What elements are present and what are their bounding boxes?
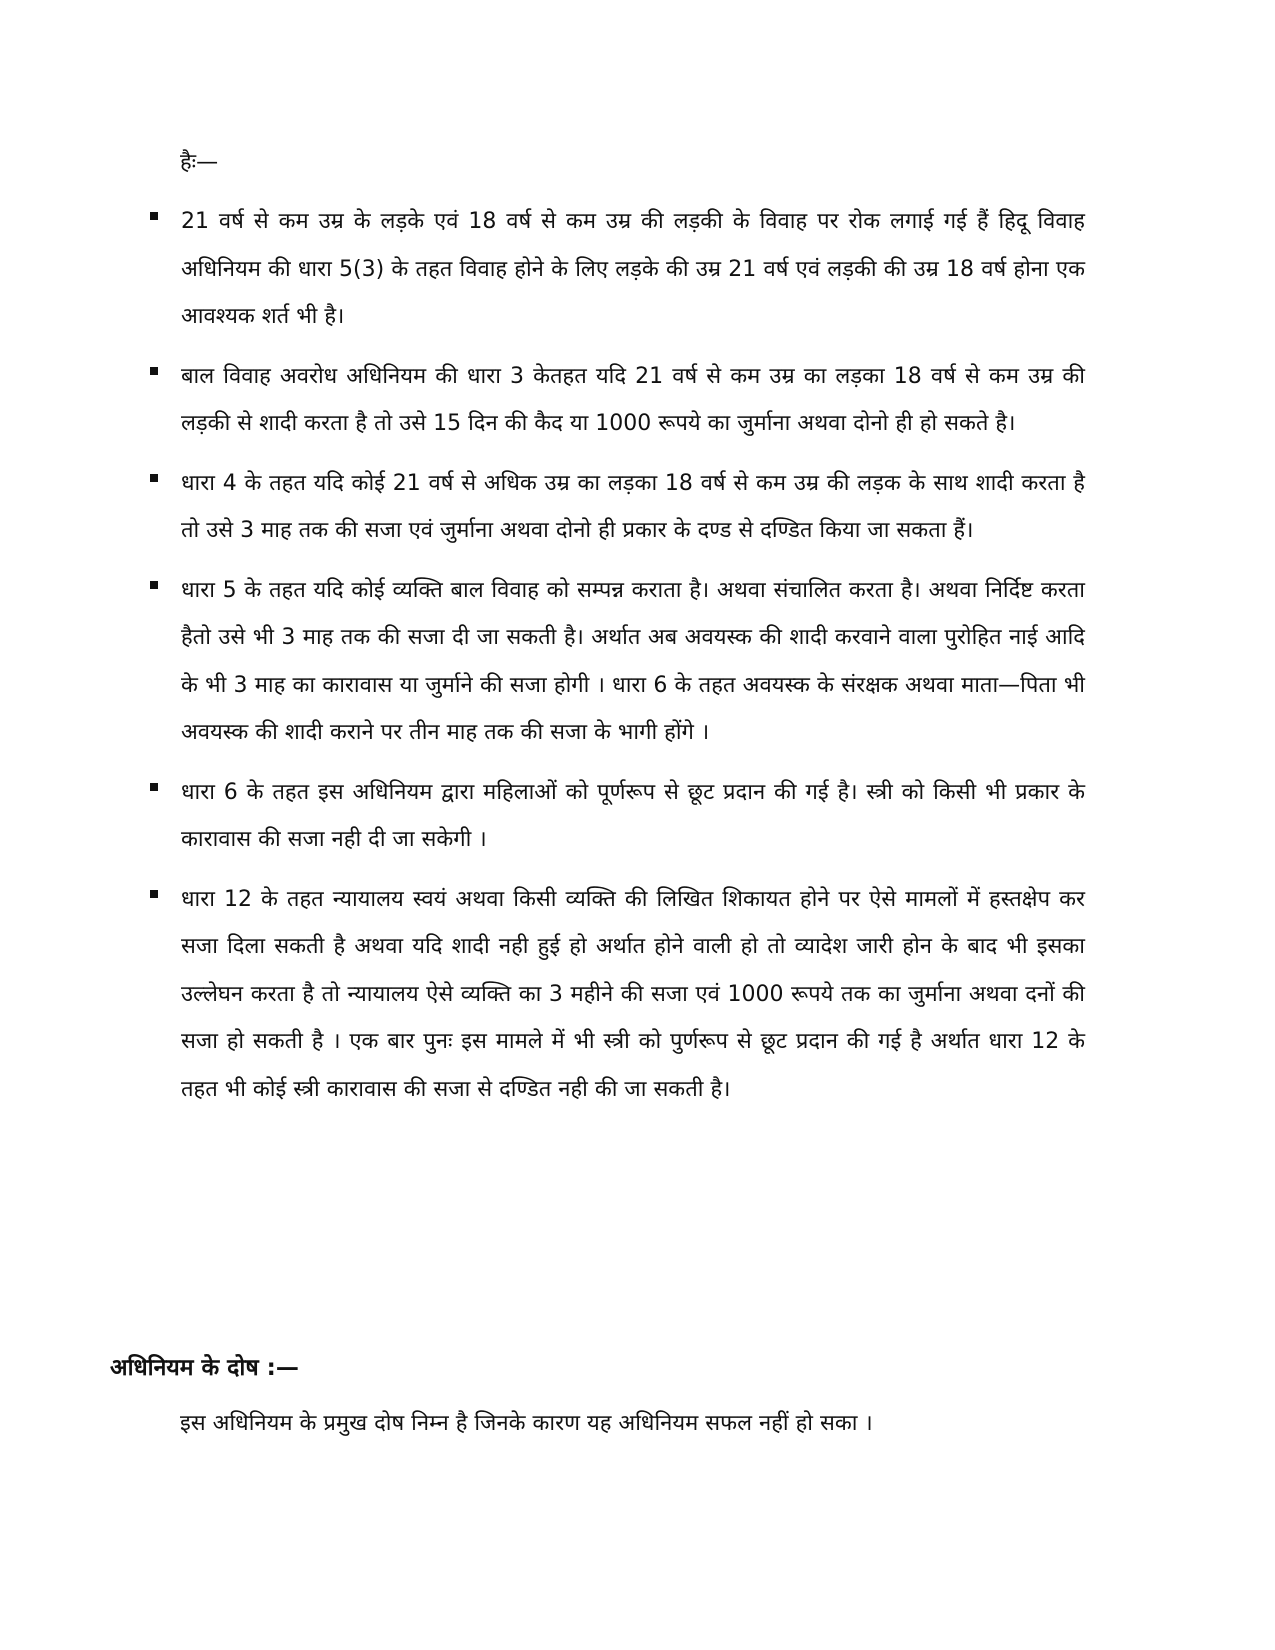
list-item xyxy=(150,460,1085,555)
list-item xyxy=(150,567,1085,757)
list-item-text: धारा 6 के तहत इस अधिनियम द्वारा महिलाओं को पूर्णरूप से छूट प्रदान की गई है। स्त्री को किसी भी प्रकार के कारावास की सजा नही दी जा सकेगी । xyxy=(181,779,1085,852)
list-item-text: 21 वर्ष से कम उम्र के लड़के एवं 18 वर्ष से कम उम्र की लड़की के विवाह पर रोक लगाई गई हैं हिदू विवाह अधिनियम की धारा 5(3) के तहत विवाह होने के लिए लड़के की उम्र 21 वर्ष एवं लड़की की उम्र 18 वर्ष होना एक आवश्यक शर्त भी है। xyxy=(181,209,1085,329)
intro-fragment: हैः— xyxy=(180,150,219,175)
closing-paragraph: इस अधिनियम के प्रमुख दोष निम्न है जिनके कारण यह अधिनियम सफल नहीं हो सका । xyxy=(180,1411,873,1436)
square-bullet-icon xyxy=(150,890,158,898)
list-item xyxy=(150,769,1085,864)
square-bullet-icon xyxy=(150,474,158,482)
list-item-text: धारा 12 के तहत न्यायालय स्वयं अथवा किसी व्यक्ति की लिखित शिकायत होने पर ऐसे मामलों में हस्तक्षेप कर सजा दिला सकती है अथवा यदि शादी नही हुई हो अर्थात होने वाली हो तो व्यादेश जारी होन के बाद भी इसका उल्लेघन करता है तो न्यायालय ऐसे व्यक्ति का 3 महीने की सजा एवं 1000 रूपये तक का जुर्माना अथवा दनों की सजा हो सकती है । एक बार पुनः इस मामले में भी स्त्री को पुर्णरूप से छूट प्रदान की गई है अर्थात धारा 12 के तहत भी कोई स्त्री कारावास की सजा से दण्डित नही की जा सकती है। xyxy=(181,886,1085,1102)
list-item xyxy=(150,353,1085,448)
provisions-list xyxy=(150,198,1085,1125)
list-item xyxy=(150,198,1085,341)
list-item-text: धारा 5 के तहत यदि कोई व्यक्ति बाल विवाह को सम्पन्न कराता है। अथवा संचालित करता है। अथवा निर्दिष्ट करता हैतो उसे भी 3 माह तक की सजा दी जा सकती है। अर्थात अब अवयस्क की शादी करवाने वाला पुरोहित नाई आदि के भी 3 माह का कारावास या जुर्माने की सजा होगी । धारा 6 के तहत अवयस्क के संरक्षक अथवा माता—पिता भी अवयस्क की शादी कराने पर तीन माह तक की सजा के भागी होंगे । xyxy=(181,577,1085,745)
square-bullet-icon xyxy=(150,212,158,220)
list-item-text: धारा 4 के तहत यदि कोई 21 वर्ष से अधिक उम्र का लड़का 18 वर्ष से कम उम्र की लड़क के साथ शादी करता है तो उसे 3 माह तक की सजा एवं जुर्माना अथवा दोनो ही प्रकार के दण्ड से दण्डित किया जा सकता हैं। xyxy=(181,470,1085,543)
square-bullet-icon xyxy=(150,783,158,791)
square-bullet-icon xyxy=(150,581,158,589)
list-item xyxy=(150,876,1085,1114)
square-bullet-icon xyxy=(150,367,158,375)
section-heading: अधिनियम के दोष :— xyxy=(110,1355,299,1381)
list-item-text: बाल विवाह अवरोध अधिनियम की धारा 3 केतहत यदि 21 वर्ष से कम उम्र का लड़का 18 वर्ष से कम उम्र की लड़की से शादी करता है तो उसे 15 दिन की कैद या 1000 रूपये का जुर्माना अथवा दोनो ही हो सकते है। xyxy=(181,363,1085,436)
